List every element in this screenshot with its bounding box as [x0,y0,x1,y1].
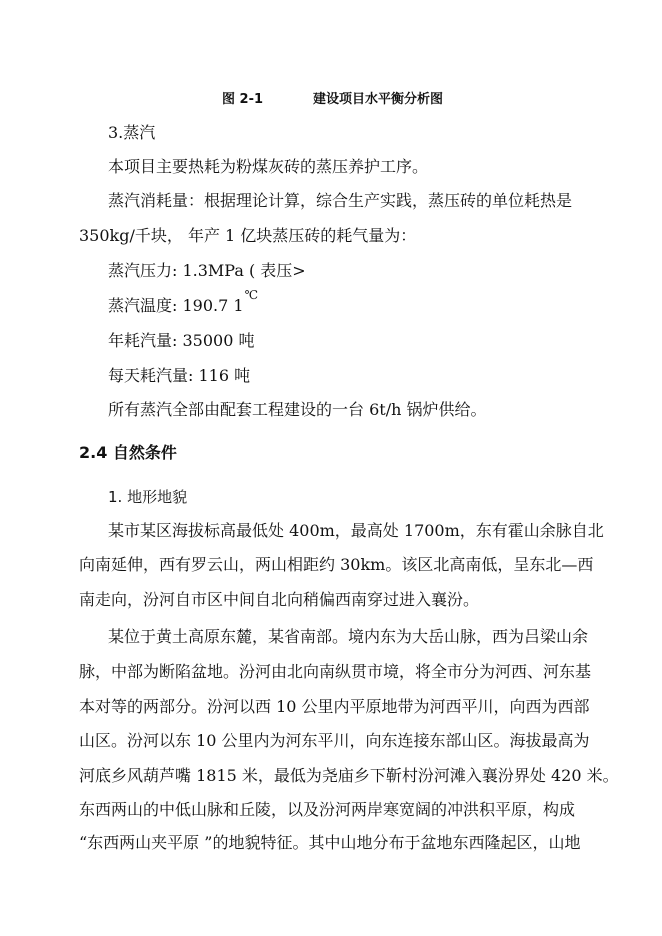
steam-heading: 3.蒸汽 [108,123,156,142]
steam-annual: 年耗汽量: 35000 吨 [108,331,255,350]
steam-consumption-line-1: 蒸汽消耗量：根据理论计算，综合生产实践，蒸压砖的单位耗热是 [108,191,573,210]
sub-heading-terrain: 1. 地形地貌 [108,488,188,506]
steam-temperature-label: 蒸汽温度: 190.7 1 [108,296,244,315]
paragraph-line: “东西两山夹平原 ”的地貌特征。其中山地分布于盆地东西隆起区，山地 [79,833,581,852]
paragraph-line: 河底乡风葫芦嘴 1815 米，最低为尧庙乡下靳村汾河滩入襄汾界处 420 米。 [79,766,619,785]
paragraph-line: 山区。汾河以东 10 公里内为河东平川，向东连接东部山区。海拔最高为 [79,731,590,750]
paragraph-line: 东西两山的中低山脉和丘陵，以及汾河两岸寒宽阔的冲洪积平原，构成 [79,800,576,819]
paragraph-line: 向南延伸，西有罗云山，两山相距约 30km。该区北高南低，呈东北—西 [79,555,594,574]
figure-number: 图 2-1 [222,92,264,107]
paragraph-line: 本对等的两部分。汾河以西 10 公里内平原地带为河西平川，向西为西部 [79,697,590,716]
steam-supply: 所有蒸汽全部由配套工程建设的一台 6t/h 锅炉供给。 [108,400,487,419]
paragraph-line: 某位于黄土高原东麓，某省南部。境内东为大岳山脉，西为吕梁山余 [108,627,589,646]
paragraph-line: 脉，中部为断陷盆地。汾河由北向南纵贯市境，将全市分为河西、河东基 [79,662,592,681]
steam-daily: 每天耗汽量: 116 吨 [108,366,251,385]
degree-celsius-unit: ℃ [244,288,258,302]
section-heading-natural-conditions: 2.4 自然条件 [79,443,177,462]
figure-title: 建设项目水平衡分析图 [313,92,444,107]
steam-temperature [108,288,258,317]
steam-consumption-line-2: 350kg/千块， 年产 1 亿块蒸压砖的耗气量为： [79,226,417,245]
steam-intro: 本项目主要热耗为粉煤灰砖的蒸压养护工序。 [108,157,429,176]
steam-pressure: 蒸汽压力: 1.3MPa ( 表压> [108,261,306,280]
paragraph-line: 南走向，汾河自市区中间自北向稍偏西南穿过进入襄汾。 [79,590,480,609]
paragraph-line: 某市某区海拔标高最低处 400m，最高处 1700m，东有霍山余脉自北 [108,521,604,540]
